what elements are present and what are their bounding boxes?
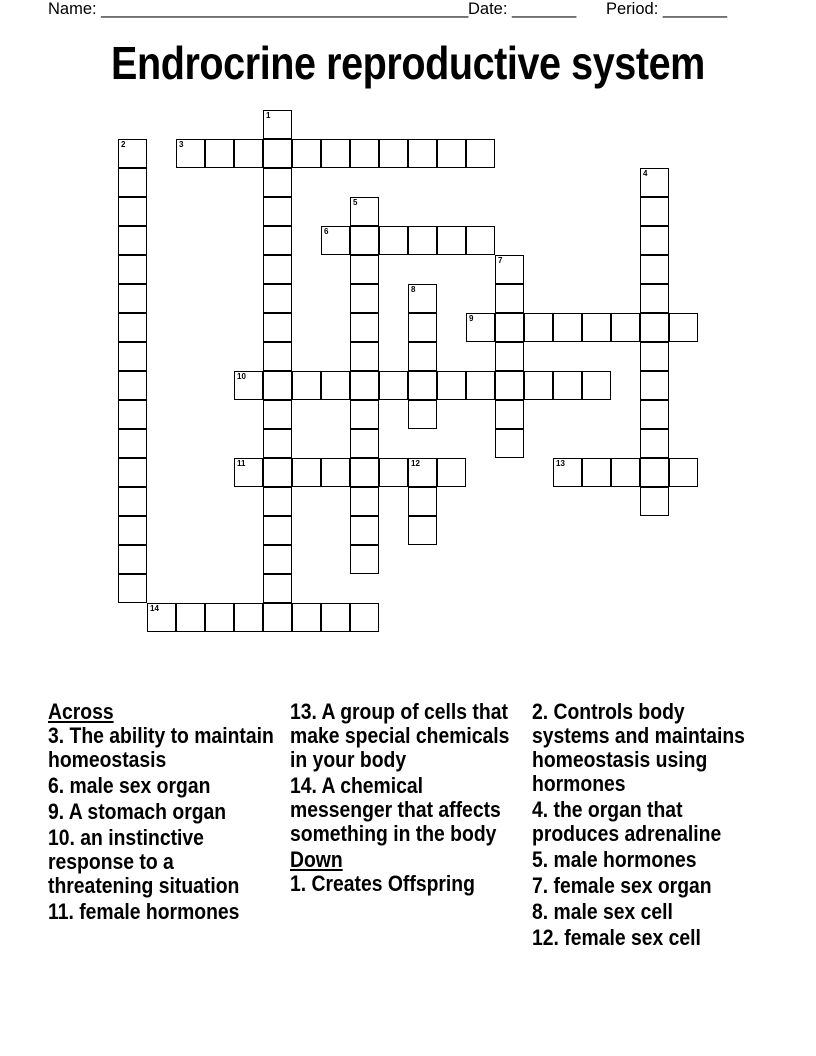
crossword-cell[interactable] xyxy=(321,458,350,487)
clue-number: 10. xyxy=(48,825,75,850)
crossword-cell[interactable] xyxy=(292,139,321,168)
crossword-cell[interactable] xyxy=(350,545,379,574)
crossword-cell[interactable] xyxy=(640,342,669,371)
crossword-cell[interactable] xyxy=(408,139,437,168)
clue-number-label: 13 xyxy=(556,459,565,468)
clue-item xyxy=(290,700,524,772)
clue-number-label: 9 xyxy=(469,314,474,323)
crossword-cell[interactable] xyxy=(263,516,292,545)
clue-number-label: 8 xyxy=(411,285,416,294)
crossword-cell[interactable] xyxy=(466,313,495,342)
clue-text: male sex cell xyxy=(548,899,673,924)
clue-number-label: 10 xyxy=(237,372,246,381)
crossword-cell[interactable] xyxy=(640,226,669,255)
crossword-cell[interactable] xyxy=(263,168,292,197)
name-field[interactable]: Name: ________________________________________ xyxy=(48,0,469,18)
clue-number-label: 7 xyxy=(498,256,503,265)
crossword-cell[interactable] xyxy=(263,603,292,632)
crossword-cell[interactable] xyxy=(408,400,437,429)
crossword-cell[interactable] xyxy=(350,458,379,487)
crossword-cell[interactable] xyxy=(640,400,669,429)
crossword-cell[interactable] xyxy=(640,313,669,342)
clue-text: male hormones xyxy=(548,847,697,872)
clue-text: The ability to maintain homeostasis xyxy=(48,723,274,772)
crossword-cell[interactable] xyxy=(263,226,292,255)
crossword-cell[interactable] xyxy=(582,313,611,342)
crossword-cell[interactable] xyxy=(379,458,408,487)
crossword-cell[interactable] xyxy=(321,139,350,168)
crossword-cell[interactable] xyxy=(234,139,263,168)
crossword-cell[interactable] xyxy=(263,371,292,400)
crossword-cell[interactable] xyxy=(350,139,379,168)
clue-item xyxy=(48,774,276,798)
clue-number: 2. xyxy=(532,699,549,724)
crossword-cell[interactable] xyxy=(640,197,669,226)
crossword-cell[interactable] xyxy=(321,226,350,255)
clue-item xyxy=(48,800,276,824)
crossword-cell[interactable] xyxy=(263,429,292,458)
crossword-cell[interactable] xyxy=(350,487,379,516)
crossword-cell[interactable] xyxy=(118,342,147,371)
crossword-cell[interactable] xyxy=(640,458,669,487)
crossword-cell[interactable] xyxy=(350,400,379,429)
clues-column-3 xyxy=(532,700,764,952)
crossword-cell[interactable] xyxy=(176,139,205,168)
crossword-cell[interactable] xyxy=(118,255,147,284)
crossword-cell[interactable] xyxy=(408,284,437,313)
clue-number: 9. xyxy=(48,799,65,824)
clue-text: Controls body systems and maintains homeostasis using hormones xyxy=(532,699,745,796)
crossword-cell[interactable] xyxy=(292,603,321,632)
crossword-cell[interactable] xyxy=(263,197,292,226)
crossword-cell[interactable] xyxy=(379,139,408,168)
crossword-cell[interactable] xyxy=(263,139,292,168)
down-heading: Down xyxy=(290,847,343,872)
crossword-cell[interactable] xyxy=(118,487,147,516)
clue-number: 7. xyxy=(532,873,549,898)
clue-item xyxy=(532,926,764,950)
crossword-cell[interactable] xyxy=(466,139,495,168)
clue-text: A chemical messenger that affects something in the body xyxy=(290,773,501,846)
crossword-cell[interactable] xyxy=(640,371,669,400)
page-title: Endrocrine reproductive system xyxy=(111,37,705,89)
crossword-cell[interactable] xyxy=(495,429,524,458)
crossword-cell[interactable] xyxy=(437,226,466,255)
crossword-cell[interactable] xyxy=(495,342,524,371)
crossword-cell[interactable] xyxy=(553,458,582,487)
crossword-cell[interactable] xyxy=(495,255,524,284)
clue-list-col2-down xyxy=(290,872,524,896)
crossword-cell[interactable] xyxy=(118,313,147,342)
clue-number-label: 11 xyxy=(237,459,246,468)
crossword-cell[interactable] xyxy=(350,516,379,545)
crossword-cell[interactable] xyxy=(350,371,379,400)
crossword-cell[interactable] xyxy=(234,603,263,632)
clue-item xyxy=(290,872,524,896)
crossword-cell[interactable] xyxy=(350,603,379,632)
crossword-cell[interactable] xyxy=(292,458,321,487)
crossword-cell[interactable] xyxy=(408,313,437,342)
clue-number-label: 4 xyxy=(643,169,648,178)
crossword-cell[interactable] xyxy=(350,255,379,284)
crossword-cell[interactable] xyxy=(350,284,379,313)
crossword-cell[interactable] xyxy=(118,168,147,197)
period-field[interactable]: Period: _______ xyxy=(606,0,728,18)
crossword-cell[interactable] xyxy=(321,371,350,400)
crossword-cell[interactable] xyxy=(350,313,379,342)
crossword-cell[interactable] xyxy=(611,313,640,342)
clue-number-label: 3 xyxy=(179,140,184,149)
crossword-cell[interactable] xyxy=(205,139,234,168)
crossword-cell[interactable] xyxy=(495,400,524,429)
clue-number: 8. xyxy=(532,899,549,924)
crossword-cell[interactable] xyxy=(466,371,495,400)
crossword-cell[interactable] xyxy=(437,458,466,487)
clue-item xyxy=(48,724,276,772)
clue-text: female hormones xyxy=(73,899,240,924)
crossword-cell[interactable] xyxy=(640,255,669,284)
clue-text: female sex cell xyxy=(558,925,701,950)
clue-item xyxy=(290,774,524,846)
crossword-cell[interactable] xyxy=(669,313,698,342)
crossword-cell[interactable] xyxy=(408,516,437,545)
crossword-cell[interactable] xyxy=(350,342,379,371)
clue-item xyxy=(532,798,764,846)
clue-text: A group of cells that make special chemicals in your body xyxy=(290,699,510,772)
crossword-cell[interactable] xyxy=(437,371,466,400)
crossword-cell[interactable] xyxy=(263,487,292,516)
crossword-cell[interactable] xyxy=(582,458,611,487)
crossword-cell[interactable] xyxy=(263,284,292,313)
crossword-cell[interactable] xyxy=(118,545,147,574)
clue-number: 12. xyxy=(532,925,559,950)
crossword-cell[interactable] xyxy=(263,545,292,574)
clue-number: 1. xyxy=(290,871,307,896)
clue-number: 4. xyxy=(532,797,549,822)
crossword-cell[interactable] xyxy=(263,574,292,603)
crossword-cell[interactable] xyxy=(640,487,669,516)
clue-item xyxy=(532,700,764,796)
crossword-cell[interactable] xyxy=(118,226,147,255)
clues-column-2 xyxy=(290,700,524,898)
crossword-cell[interactable] xyxy=(495,284,524,313)
crossword-cell[interactable] xyxy=(118,197,147,226)
crossword-cell[interactable] xyxy=(234,458,263,487)
crossword-cell[interactable] xyxy=(408,226,437,255)
crossword-cell[interactable] xyxy=(640,429,669,458)
crossword-cell[interactable] xyxy=(408,342,437,371)
clue-number-label: 2 xyxy=(121,140,126,149)
across-heading: Across xyxy=(48,699,114,724)
clue-item xyxy=(48,900,276,924)
crossword-cell[interactable] xyxy=(234,371,263,400)
crossword-cell[interactable] xyxy=(524,371,553,400)
crossword-cell[interactable] xyxy=(524,313,553,342)
crossword-cell[interactable] xyxy=(379,226,408,255)
crossword-cell[interactable] xyxy=(466,226,495,255)
clue-number-label: 1 xyxy=(266,111,271,120)
crossword-cell[interactable] xyxy=(553,313,582,342)
date-field[interactable]: Date: _______ xyxy=(468,0,577,18)
clue-number-label: 5 xyxy=(353,198,358,207)
clue-number-label: 6 xyxy=(324,227,329,236)
crossword-cell[interactable] xyxy=(118,516,147,545)
clue-text: male sex organ xyxy=(64,773,211,798)
crossword-cell[interactable] xyxy=(321,603,350,632)
crossword-cell[interactable] xyxy=(408,371,437,400)
clue-number-label: 14 xyxy=(150,604,159,613)
clue-number: 13. xyxy=(290,699,317,724)
clue-text: Creates Offspring xyxy=(306,871,475,896)
crossword-cell[interactable] xyxy=(495,313,524,342)
crossword-cell[interactable] xyxy=(408,487,437,516)
clue-number: 5. xyxy=(532,847,549,872)
clue-number: 11. xyxy=(48,899,74,924)
crossword-cell[interactable] xyxy=(263,255,292,284)
crossword-cell[interactable] xyxy=(263,400,292,429)
crossword-cell[interactable] xyxy=(118,400,147,429)
crossword-cell[interactable] xyxy=(118,284,147,313)
crossword-cell[interactable] xyxy=(263,342,292,371)
clue-text: A stomach organ xyxy=(64,799,227,824)
crossword-cell[interactable] xyxy=(350,226,379,255)
clue-item xyxy=(532,900,764,924)
clue-number-label: 12 xyxy=(411,459,420,468)
crossword-cell[interactable] xyxy=(263,313,292,342)
crossword-cell[interactable] xyxy=(263,110,292,139)
crossword-cell[interactable] xyxy=(553,371,582,400)
clue-item xyxy=(48,826,276,898)
crossword-cell[interactable] xyxy=(350,429,379,458)
clue-text: female sex organ xyxy=(548,873,712,898)
crossword-cell[interactable] xyxy=(118,371,147,400)
crossword-cell[interactable] xyxy=(205,603,234,632)
crossword-cell[interactable] xyxy=(292,371,321,400)
clue-number: 6. xyxy=(48,773,65,798)
crossword-cell[interactable] xyxy=(176,603,205,632)
crossword-cell[interactable] xyxy=(118,429,147,458)
clue-text: an instinctive response to a threatening situation xyxy=(48,825,240,898)
clue-list-col1 xyxy=(48,724,276,924)
clue-item xyxy=(532,848,764,872)
clue-list-col3 xyxy=(532,700,764,950)
crossword-cell[interactable] xyxy=(118,574,147,603)
crossword-cell[interactable] xyxy=(611,458,640,487)
crossword-cell[interactable] xyxy=(147,603,176,632)
crossword-cell[interactable] xyxy=(437,139,466,168)
crossword-cell[interactable] xyxy=(350,197,379,226)
crossword-cell[interactable] xyxy=(118,458,147,487)
crossword-cell[interactable] xyxy=(495,371,524,400)
crossword-cell[interactable] xyxy=(118,139,147,168)
crossword-cell[interactable] xyxy=(408,458,437,487)
clue-number: 14. xyxy=(290,773,317,798)
clue-list-col2-across xyxy=(290,700,524,846)
crossword-cell[interactable] xyxy=(640,168,669,197)
crossword-cell[interactable] xyxy=(582,371,611,400)
clues-column-1 xyxy=(48,700,276,926)
crossword-cell[interactable] xyxy=(669,458,698,487)
crossword-cell[interactable] xyxy=(379,371,408,400)
clue-number: 3. xyxy=(48,723,65,748)
clue-text: the organ that produces adrenaline xyxy=(532,797,722,846)
crossword-cell[interactable] xyxy=(263,458,292,487)
crossword-cell[interactable] xyxy=(640,284,669,313)
clue-item xyxy=(532,874,764,898)
